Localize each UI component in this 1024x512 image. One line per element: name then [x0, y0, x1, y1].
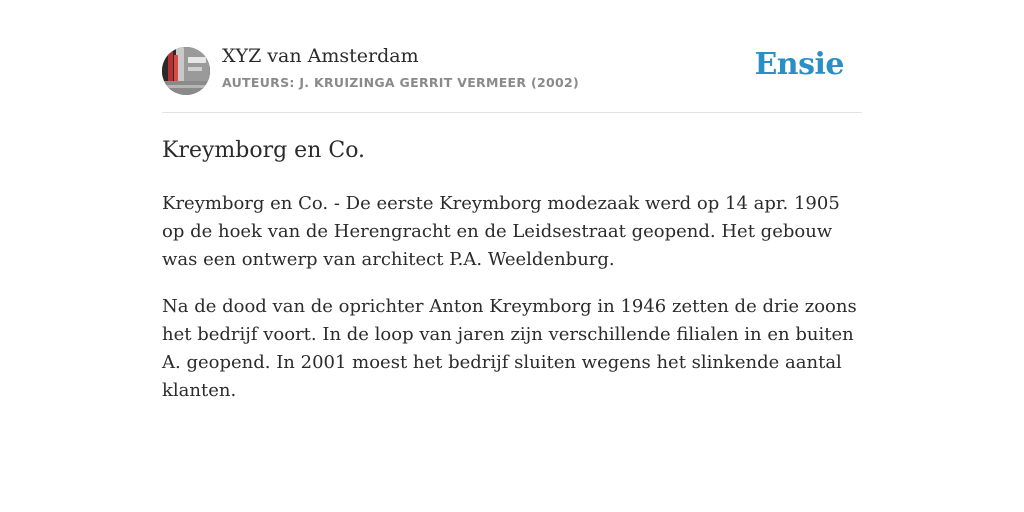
- entry-paragraph: Kreymborg en Co. - De eerste Kreymborg modezaak werd op 14 apr. 1905 op de hoek van de Herengracht en de Leidsestraat geopend. Het gebouw was een ontwerp van architect P.A. Weeldenburg.: [162, 193, 840, 270]
- content-container: [162, 0, 862, 401]
- book-cover-icon[interactable]: [162, 47, 210, 95]
- entry-title: Kreymborg en Co.: [162, 138, 366, 163]
- book-authors: AUTEURS: J. KRUIZINGA GERRIT VERMEER (2002): [222, 75, 579, 90]
- ensie-logo[interactable]: Ensie: [754, 47, 844, 82]
- book-title[interactable]: XYZ van Amsterdam: [222, 45, 419, 67]
- book-header: [162, 0, 862, 113]
- entry-body: [162, 190, 862, 424]
- entry-paragraph: Na de dood van de oprichter Anton Kreymborg in 1946 zetten de drie zoons het bedrijf voort. In de loop van jaren zijn verschillende filialen in en buiten A. geopend. In 2001 moest het bedrijf sluiten wegens het slinkende aantal klanten.: [162, 296, 857, 401]
